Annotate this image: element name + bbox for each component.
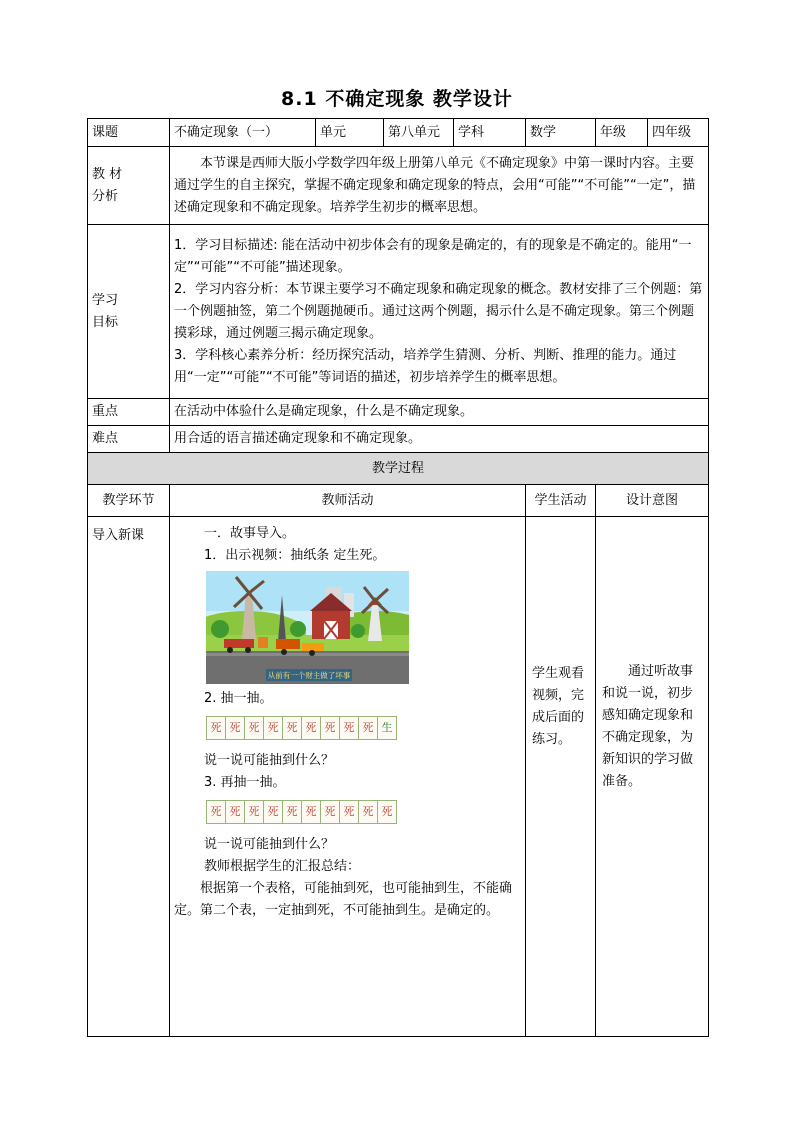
col-teacher: 教师活动 <box>170 485 526 517</box>
grid1-cell: 死 <box>340 717 359 740</box>
goals-label-line1: 学习 <box>92 292 119 308</box>
teacher-activity <box>170 517 526 1037</box>
key-point-label: 重点 <box>88 399 170 426</box>
grid2-cell: 死 <box>321 801 340 824</box>
grid2-cell: 死 <box>283 801 302 824</box>
grid1-cell: 死 <box>302 717 321 740</box>
grid1-cell: 死 <box>207 717 226 740</box>
draw-grid-1 <box>206 716 397 740</box>
textbook-label <box>88 147 170 225</box>
topic-value: 不确定现象（一） <box>170 119 316 147</box>
process-header: 教学过程 <box>88 453 709 485</box>
grid1-cell: 死 <box>245 717 264 740</box>
farm-video-thumbnail <box>206 571 409 684</box>
grid2-cell: 死 <box>207 801 226 824</box>
grid1-cell: 生 <box>378 717 397 740</box>
summary-intro: 教师根据学生的汇报总结： <box>204 859 361 874</box>
difficulty-row <box>88 426 709 453</box>
grid1-cell: 死 <box>264 717 283 740</box>
grade-label: 年级 <box>596 119 648 147</box>
goals-row <box>88 225 709 399</box>
goals-label-line2: 目标 <box>92 314 119 330</box>
key-point-content: 在活动中体验什么是确定现象，什么是不确定现象。 <box>170 399 709 426</box>
unit-value: 第八单元 <box>384 119 454 147</box>
process-header-row <box>88 453 709 485</box>
step2: 2. 抽一抽。 <box>204 691 273 706</box>
grid1-cell: 死 <box>226 717 245 740</box>
difficulty-content: 用合适的语言描述确定现象和不确定现象。 <box>170 426 709 453</box>
grade-value: 四年级 <box>648 119 709 147</box>
subject-label: 学科 <box>454 119 526 147</box>
student-activity: 学生观看视频，完成后面的练习。 <box>526 517 596 1037</box>
process-columns-row <box>88 485 709 517</box>
textbook-content: 本节课是西师大版小学数学四年级上册第八单元《不确定现象》中第一课时内容。主要通过学生的自主探究，掌握不确定现象和确定现象的特点，会用“可能”“不可能”“一定”，描述确定现象和不确定现象。培养学生初步的概率思想。 <box>170 147 709 225</box>
lesson-plan-table <box>87 118 709 1037</box>
ask2: 说一说可能抽到什么？ <box>204 837 335 852</box>
document-title: 8.1 不确定现象 教学设计 <box>281 88 513 110</box>
design-intent <box>596 517 709 1037</box>
grid2-cell: 死 <box>264 801 283 824</box>
textbook-label-line2: 分析 <box>92 188 119 204</box>
grid1-cell: 死 <box>321 717 340 740</box>
textbook-row <box>88 147 709 225</box>
grid2-cell: 死 <box>302 801 321 824</box>
video-caption: 从前有一个财主做了坏事 <box>267 671 351 680</box>
topic-label: 课题 <box>88 119 170 147</box>
grid1-cell: 死 <box>359 717 378 740</box>
design-intent-text: 通过听故事和说一说，初步感知确定现象和不确定现象，为新知识的学习做准备。 <box>602 663 694 789</box>
step3: 3. 再抽一抽。 <box>204 775 286 790</box>
grid2-cell: 死 <box>340 801 359 824</box>
col-intent: 设计意图 <box>596 485 709 517</box>
grid1-cell: 死 <box>283 717 302 740</box>
summary: 根据第一个表格，可能抽到死，也可能抽到生，不能确定。第二个表，一定抽到死，不可能抽到生。是确定的。 <box>174 881 513 918</box>
stage-intro: 导入新课 <box>88 517 170 1037</box>
draw-grid-2 <box>206 800 397 824</box>
subject-value: 数学 <box>526 119 596 147</box>
step1-1: 1．出示视频：抽纸条 定生死。 <box>204 548 386 563</box>
goals-content <box>170 225 709 399</box>
goals-label <box>88 225 170 399</box>
grid2-cell: 死 <box>226 801 245 824</box>
info-row <box>88 119 709 147</box>
grid2-cell: 死 <box>245 801 264 824</box>
goal-item-3: 3．学科核心素养分析：经历探究活动，培养学生猜测、分析、判断、推理的能力。通过用“一定”“可能”“不可能”等词语的描述，初步培养学生的概率思想。 <box>174 347 677 385</box>
goal-item-2: 2．学习内容分析：本节课主要学习不确定现象和确定现象的概念。教材安排了三个例题：第一个例题抽签，第二个例题抛硬币。通过这两个例题，揭示什么是不确定现象。第三个例题摸彩球，通过例题三揭示确定现象。 <box>174 281 703 341</box>
textbook-label-line1: 教 材 <box>92 166 123 182</box>
ask1: 说一说可能抽到什么？ <box>204 753 335 768</box>
goal-item-1: 1．学习目标描述: 能在活动中初步体会有的现象是确定的，有的现象是不确定的。能用“一定”“可能”“不可能”描述现象。 <box>174 237 692 275</box>
difficulty-label: 难点 <box>88 426 170 453</box>
col-stage: 教学环节 <box>88 485 170 517</box>
step1: 一．故事导入。 <box>204 526 296 541</box>
col-student: 学生活动 <box>526 485 596 517</box>
grid2-cell: 死 <box>378 801 397 824</box>
grid2-cell: 死 <box>359 801 378 824</box>
unit-label: 单元 <box>316 119 384 147</box>
key-point-row <box>88 399 709 426</box>
process-row-intro <box>88 517 709 1037</box>
